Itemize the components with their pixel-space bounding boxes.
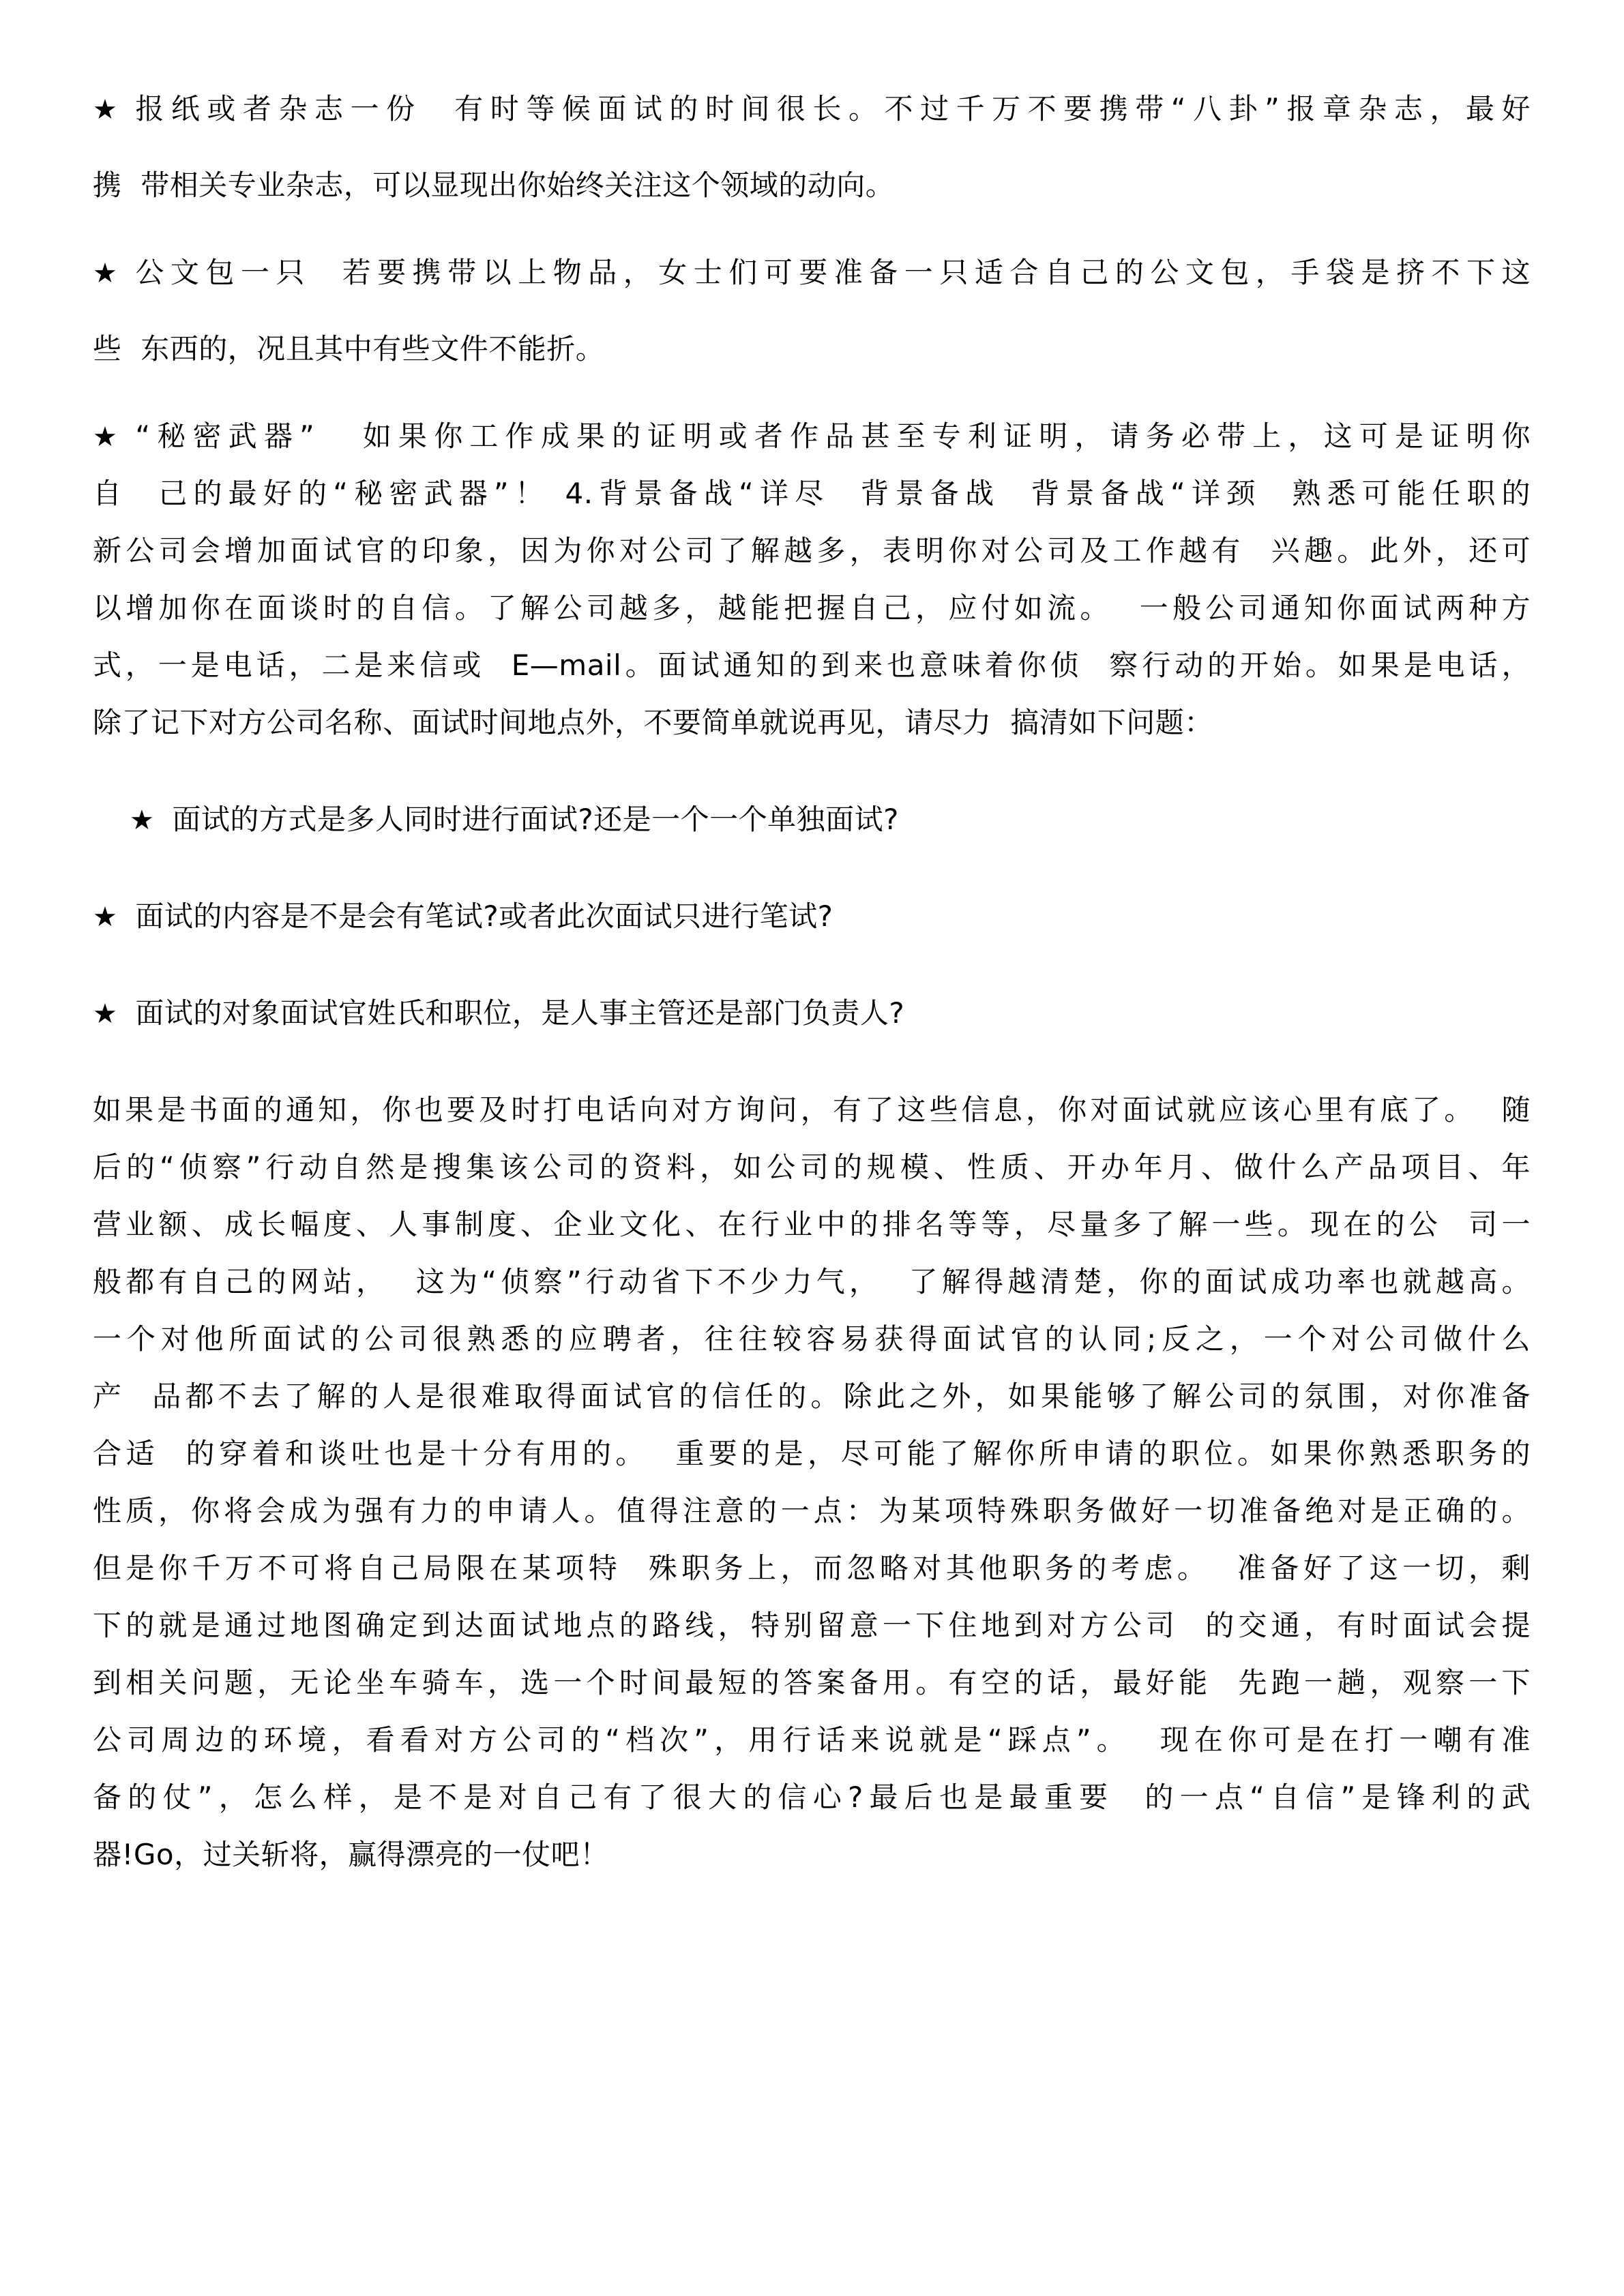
paragraph-line: 公司周边的环境，看看对方公司的“档次”，用行话来说就是“踩点”。 现在你可是在打一嘲有准 [93, 1723, 1531, 1757]
paragraph-line: 如果是书面的通知，你也要及时打电话向对方询问，有了这些信息，你对面试就应该心里有底了。 随 [93, 1093, 1531, 1127]
paragraph-line: 以增加你在面谈时的自信。了解公司越多，越能把握自己，应付如流。 一般公司通知你面试两种方 [93, 591, 1531, 625]
paragraph-line: 性质，你将会成为强有力的申请人。值得注意的一点：为某项特殊职务做好一切准备绝对是正确的。 [93, 1494, 1531, 1527]
bullet-first-line [93, 888, 1531, 945]
paragraph-line: 般都有自己的网站， 这为“侦察”行动省下不少力气， 了解得越清楚，你的面试成功率也就越高。 [93, 1265, 1531, 1298]
bullet-text: 公文包一只 若要携带以上物品，女士们可要准备一只适合自己的公文包，手袋是挤不下这 [135, 256, 1531, 289]
bullet-block-secret-weapon [93, 408, 1531, 751]
bullet-text: 报纸或者杂志一份 有时等候面试的时间很长。不过千万不要携带“八卦”报章杂志，最好 [135, 92, 1531, 125]
paragraph-line-row [93, 1425, 1531, 1482]
paragraph-line-row [93, 580, 1531, 637]
paragraph-line-row [93, 1139, 1531, 1196]
paragraph-line-row [93, 1482, 1531, 1540]
paragraph-line-row [93, 465, 1531, 522]
paragraph-line-row [93, 1826, 1531, 1883]
paragraph-line: 新公司会增加面试官的印象，因为你对公司了解越多，表明你对公司及工作越有 兴趣。此外，还可 [93, 534, 1531, 567]
paragraph-line: 一个对他所面试的公司很熟悉的应聘者，往往较容易获得面试官的认同;反之，一个对公司做什么 [93, 1322, 1531, 1356]
paragraph-line-row [93, 522, 1531, 580]
line-gap [93, 301, 1531, 320]
bullet-block-newspaper [93, 80, 1531, 214]
paragraph-line-row [93, 1540, 1531, 1597]
star-bullet-icon: ★ [93, 258, 118, 289]
line-gap [93, 138, 1531, 157]
document-body [93, 80, 1531, 1883]
bullet-text: 面试的对象面试官姓氏和职位，是人事主管还是部门负责人? [135, 996, 905, 1030]
star-bullet-icon: ★ [130, 805, 155, 836]
bullet-first-line [93, 80, 1531, 138]
paragraph-line: 携 带相关专业杂志，可以显现出你始终关注这个领域的动向。 [93, 168, 895, 202]
bullet-first-line [130, 791, 1531, 848]
closing-paragraph-block [93, 1082, 1531, 1883]
paragraph-line: 些 东西的，况且其中有些文件不能折。 [93, 332, 605, 366]
bullet-text: 面试的内容是不是会有笔试?或者此次面试只进行笔试? [135, 899, 833, 933]
paragraph-line: 到相关问题，无论坐车骑车，选一个时间最短的答案备用。有空的话，最好能 先跑一趟，观察一下 [93, 1666, 1531, 1699]
block-gap [93, 214, 1531, 244]
paragraph-line-row [93, 1769, 1531, 1826]
star-bullet-icon: ★ [93, 94, 118, 125]
block-gap [93, 751, 1531, 791]
paragraph-line: 备的仗”，怎么样，是不是对自己有了很大的信心?最后也是最重要 的一点“自信”是锋利的武 [93, 1780, 1531, 1814]
paragraph-line: 器!Go，过关斩将，赢得漂亮的一仗吧！ [93, 1838, 609, 1871]
paragraph-line: 合适 的穿着和谈吐也是十分有用的。 重要的是，尽可能了解你所申请的职位。如果你熟悉职务的 [93, 1437, 1531, 1470]
bullet-block-question-3 [93, 985, 1531, 1042]
paragraph-line: 除了记下对方公司名称、面试时间地点外，不要简单就说再见，请尽力 搞清如下问题： [93, 706, 1213, 739]
star-bullet-icon: ★ [93, 998, 118, 1030]
bullet-first-line [93, 985, 1531, 1042]
paragraph-line-row [93, 1082, 1531, 1139]
bullet-block-briefcase [93, 244, 1531, 378]
bullet-block-question-2 [93, 888, 1531, 945]
paragraph-line: 但是你千万不可将自己局限在某项特 殊职务上，而忽略对其他职务的考虑。 准备好了这一切，剩 [93, 1551, 1531, 1585]
paragraph-line-row [93, 1196, 1531, 1253]
block-gap [93, 378, 1531, 408]
block-gap [93, 848, 1531, 888]
bullet-first-line [93, 244, 1531, 301]
bullet-text: “秘密武器” 如果你工作成果的证明或者作品甚至专利证明，请务必带上，这可是证明你 [135, 419, 1531, 453]
paragraph-line-row [93, 1654, 1531, 1712]
paragraph-line: 式，一是电话，二是来信或 E—mail。面试通知的到来也意味着你侦 察行动的开始。如果是电话， [93, 648, 1531, 682]
bullet-cont-line [93, 320, 1531, 378]
block-gap [93, 945, 1531, 985]
bullet-first-line [93, 408, 1531, 465]
paragraph-line: 后的“侦察”行动自然是搜集该公司的资料，如公司的规模、性质、开办年月、做什么产品项目、年 [93, 1150, 1531, 1184]
bullet-cont-line [93, 157, 1531, 214]
paragraph-line-row [93, 1712, 1531, 1769]
paragraph-line-row [93, 1311, 1531, 1368]
bullet-block-question-1 [93, 791, 1531, 848]
bullet-text: 面试的方式是多人同时进行面试?还是一个一个单独面试? [172, 803, 899, 836]
paragraph-line-row [93, 637, 1531, 694]
paragraph-line: 自 己的最好的“秘密武器”！ 4.背景备战“详尽 背景备战 背景备战“详颈 熟悉可能任职的 [93, 477, 1531, 510]
paragraph-line-row [93, 694, 1531, 751]
paragraph-line: 产 品都不去了解的人是很难取得面试官的信任的。除此之外，如果能够了解公司的氛围，对你准备 [93, 1380, 1531, 1413]
paragraph-line-row [93, 1597, 1531, 1654]
paragraph-line-row [93, 1253, 1531, 1311]
block-gap [93, 1042, 1531, 1082]
star-bullet-icon: ★ [93, 901, 118, 933]
paragraph-line: 下的就是通过地图确定到达面试地点的路线，特别留意一下住地到对方公司 的交通，有时面试会提 [93, 1609, 1531, 1642]
paragraph-line: 营业额、成长幅度、人事制度、企业文化、在行业中的排名等等，尽量多了解一些。现在的公 司一 [93, 1208, 1531, 1241]
paragraph-line-row [93, 1368, 1531, 1425]
star-bullet-icon: ★ [93, 421, 118, 453]
